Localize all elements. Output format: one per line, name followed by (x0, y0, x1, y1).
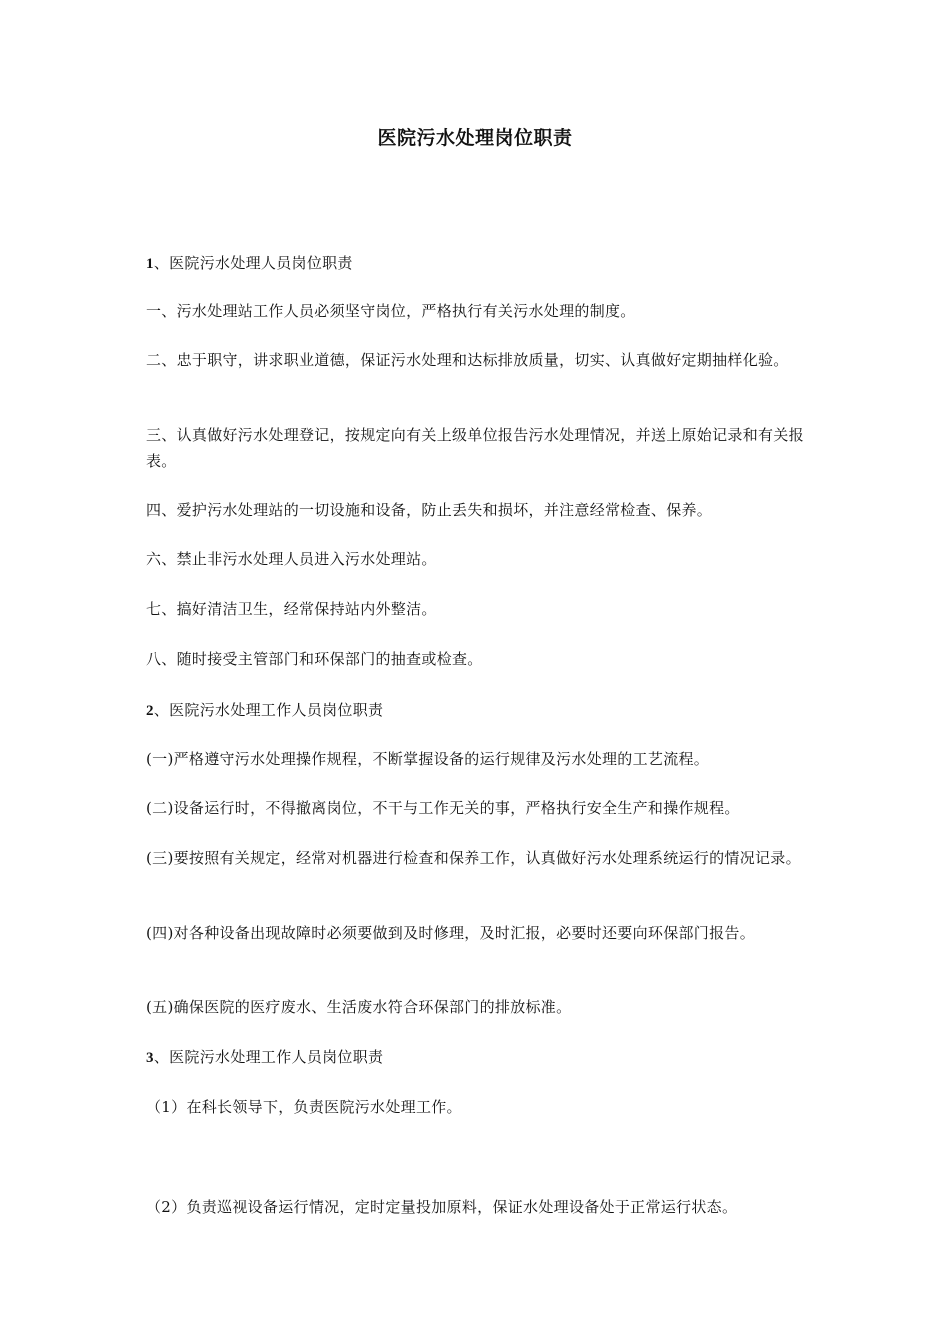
paragraph: 三、认真做好污水处理登记，按规定向有关上级单位报告污水处理情况，并送上原始记录和有关报表。 (146, 426, 804, 470)
section-heading (146, 697, 810, 724)
paragraph: （1）在科长领导下，负责医院污水处理工作。 (146, 1098, 462, 1116)
paragraph: 六、禁止非污水处理人员进入污水处理站。 (146, 550, 437, 568)
paragraph: 二、忠于职守，讲求职业道德，保证污水处理和达标排放质量，切实、认真做好定期抽样化验。 (146, 351, 789, 369)
section-heading-text: 、医院污水处理工作人员岗位职责 (153, 1048, 384, 1066)
section-heading (146, 250, 810, 277)
section-number: 2 (146, 703, 154, 719)
paragraph: (五)确保医院的医疗废水、生活废水符合环保部门的排放标准。 (146, 998, 572, 1016)
paragraph: 一、污水处理站工作人员必须坚守岗位，严格执行有关污水处理的制度。 (146, 302, 636, 320)
paragraph: 四、爱护污水处理站的一切设施和设备，防止丢失和损坏，并注意经常检查、保养。 (146, 501, 713, 519)
document-title: 医院污水处理岗位职责 (377, 127, 573, 149)
paragraph: (三)要按照有关规定，经常对机器进行检查和保养工作，认真做好污水处理系统运行的情况记录。 (146, 849, 801, 867)
section-number: 1 (146, 256, 154, 272)
section-heading-text: 、医院污水处理人员岗位职责 (153, 254, 353, 272)
section-heading-text: 、医院污水处理工作人员岗位职责 (153, 701, 384, 719)
paragraph: （2）负责巡视设备运行情况，定时定量投加原料，保证水处理设备处于正常运行状态。 (146, 1198, 738, 1216)
paragraph: 八、随时接受主管部门和环保部门的抽查或检查。 (146, 650, 483, 668)
paragraph: 七、搞好清洁卫生，经常保持站内外整洁。 (146, 600, 437, 618)
paragraph: (四)对各种设备出现故障时必须要做到及时修理，及时汇报，必要时还要向环保部门报告。 (146, 924, 756, 942)
section-heading (146, 1044, 810, 1071)
section-number: 3 (146, 1050, 154, 1066)
paragraph: (一)严格遵守污水处理操作规程，不断掌握设备的运行规律及污水处理的工艺流程。 (146, 750, 710, 768)
paragraph: (二)设备运行时，不得撤离岗位，不干与工作无关的事，严格执行安全生产和操作规程。 (146, 799, 740, 817)
